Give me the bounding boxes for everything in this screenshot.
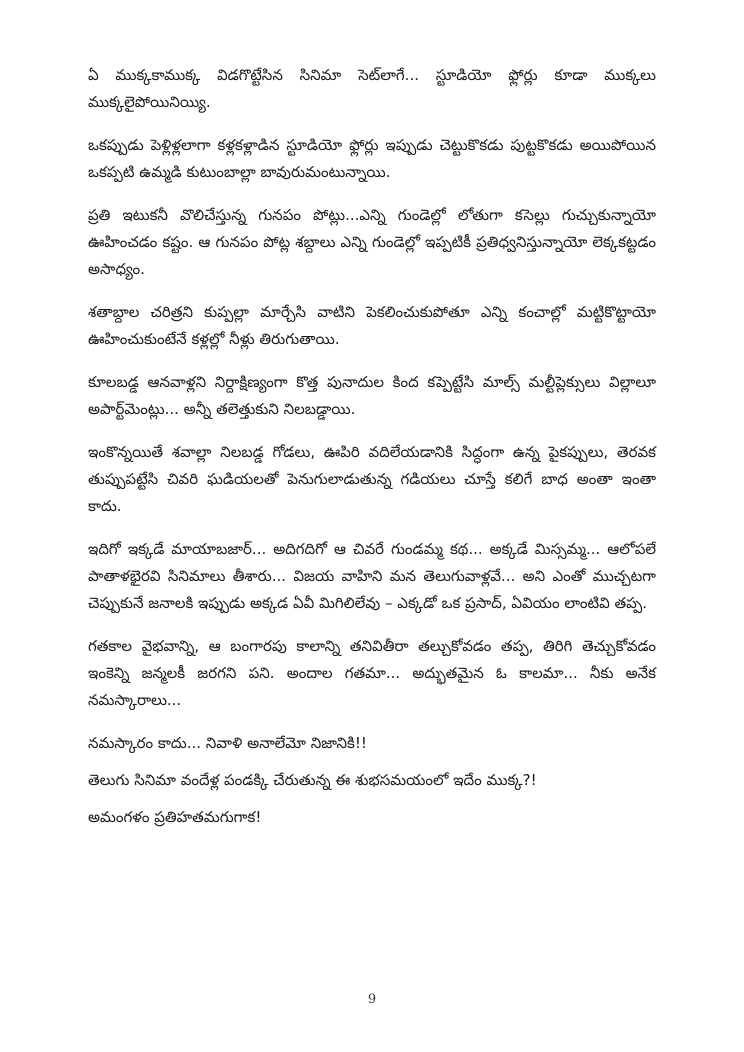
paragraph: గతకాల వైభవాన్ని, ఆ బంగారపు కాలాన్ని తనివితీరా తల్చుకోవడం తప్ప, తిరిగి తెచ్చుకోవడం ఇంకెన్ని జన్మలకీ జరగని పని. అందాల గతమా... అద్భుతమైన ఓ కాలమా... నీకు అనేక నమస్కారాలు... <box>88 637 656 709</box>
document-body <box>88 62 656 841</box>
paragraph: ఏ ముక్కకాముక్క విడగొట్టేసిన సినిమా సెట్‌లాగే... స్టూడియో ఫ్లోర్లు కూడా ముక్కలు ముక్కలైపోయినియ్యి. <box>88 66 656 111</box>
paragraph: కూలబడ్డ ఆనవాళ్లని నిర్దాక్షిణ్యంగా కొత్త పునాదుల కింద కప్పెట్టేసి మాల్స్ మల్టీప్లెక్సులు విల్లాలూ అపార్ట్‌మెంట్లు... అన్నీ తలెత్తుకుని నిలబడ్డాయి. <box>88 373 656 418</box>
paragraph: ఒకప్పుడు పెళ్లిళ్లలాగా కళ్లకళ్లాడిన స్టూడియో ఫ్లోర్లు ఇప్పుడు చెట్టుకొకడు పుట్టకొకడు అయిపోయిన ఒకప్పటి ఉమ్మడి కుటుంబాల్లా బావురుమంటున్నాయి. <box>88 136 656 181</box>
paragraph: అమంగళం ప్రతిహతమగుగాక! <box>88 808 262 826</box>
paragraph: ఇంకొన్నయితే శవాల్లా నిలబడ్డ గోడలు, ఊపిరి వదిలేయడానికి సిద్ధంగా ఉన్న పైకప్పులు, తెరవక తుప్పుపట్టేసి చివరి ఘడియలతో పెనుగులాడుతున్న గడియలు చూస్తే కలిగే బాధ అంతా ఇంతా కాదు. <box>88 443 656 515</box>
paragraph: ప్రతి ఇటుకనీ వొలిచేస్తున్న గునపం పోట్లు...ఎన్ని గుండెల్లో లోతుగా కసెల్లు గుచ్చుకున్నాయో ఊహించడం కష్టం. ఆ గునపం పోట్ల శబ్దాలు ఎన్ని గుండెల్లో ఇప్పటికీ ప్రతిధ్వనిస్తున్నాయో లెక్కకట్టడం అసాధ్యం. <box>88 206 656 278</box>
paragraph: తెలుగు సినిమా వందేళ్ల పండక్కి చేరుతున్న ఈ శుభసమయంలో ఇదేం ముక్క?! <box>88 771 537 789</box>
paragraph: నమస్కారం కాదు... నివాళి అనాలేమో నిజానికి!! <box>88 734 367 752</box>
paragraph: ఇదిగో ఇక్కడే మాయాబజార్... అదిగదిగో ఆ చివరే గుండమ్మ కథ... అక్కడే మిస్సమ్మ... ఆలోపలే పాతాళభైరవి సినిమాలు తీశారు... విజయ వాహిని మన తెలుగువాళ్లవే... అని ఎంతో ముచ్చటగా చెప్పుకునే జనాలకి ఇప్పుడు అక్కడ ఏవీ మిగిలిలేవు – ఎక్కడో ఒక ప్రసాద్, ఏవియం లాంటివి తప్ప. <box>88 540 656 612</box>
page-number: 9 <box>367 992 377 1007</box>
paragraph: శతాబ్దాల చరిత్రని కుప్పల్లా మార్చేసి వాటిని పెకలించుకుపోతూ ఎన్ని కంచాల్లో మట్టికొట్టాయో ఊహించుకుంటేనే కళ్లల్లో నీళ్లు తిరుగుతాయి. <box>88 303 656 348</box>
